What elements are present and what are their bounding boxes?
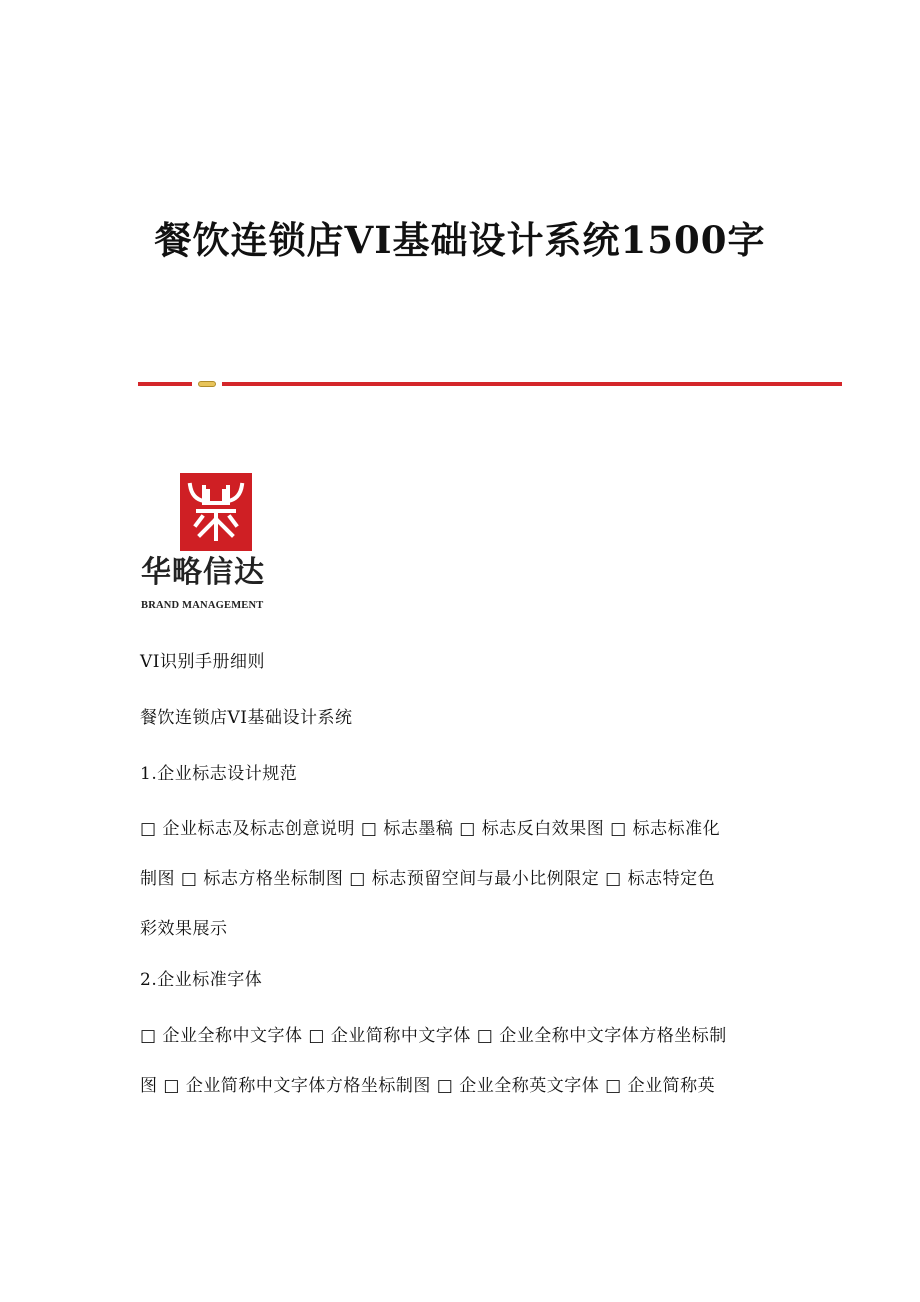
section1-items	[140, 817, 790, 941]
page-title: 餐饮连锁店VI基础设计系统1500字	[154, 218, 766, 262]
section1-line-2: 制图 □ 标志方格坐标制图 □ 标志预留空间与最小比例限定 □ 标志特定色	[140, 869, 716, 889]
section2-line-1: □ 企业全称中文字体 □ 企业简称中文字体 □ 企业全称中文字体方格坐标制	[140, 1026, 727, 1046]
section1-heading: 1.企业标志设计规范	[140, 764, 298, 784]
section2-heading: 2.企业标准字体	[140, 970, 263, 990]
divider-ornament	[198, 381, 216, 387]
section2-line-2: 图 □ 企业简称中文字体方格坐标制图 □ 企业全称英文字体 □ 企业简称英	[140, 1076, 716, 1096]
divider-bar-right	[222, 382, 842, 386]
logo-name-cn: 华略信达	[141, 555, 265, 590]
title-divider	[138, 380, 842, 388]
section1-line-3: 彩效果展示	[140, 919, 228, 939]
section1-line-1: □ 企业标志及标志创意说明 □ 标志墨稿 □ 标志反白效果图 □ 标志标准化	[140, 819, 721, 839]
brand-logo	[138, 470, 298, 620]
section2-items	[140, 1024, 790, 1098]
logo-glyph-icon	[180, 473, 252, 551]
divider-bar-left	[138, 382, 192, 386]
logo-mark	[180, 473, 252, 551]
manual-heading: VI识别手册细则	[140, 652, 265, 672]
logo-name-en: BRAND MANAGEMENT	[141, 600, 264, 611]
system-heading: 餐饮连锁店VI基础设计系统	[140, 708, 353, 728]
